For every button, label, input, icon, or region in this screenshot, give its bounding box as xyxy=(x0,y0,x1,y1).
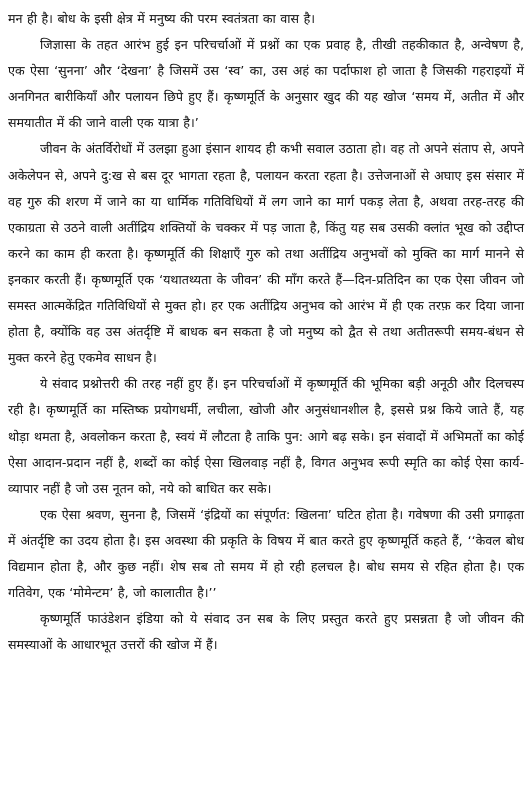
paragraph-5: एक ऐसा श्रवण, सुनना है, जिसमें ‘इंद्रियों का संपूर्णत: खिलना’ घटित होता है। गवेषणा की उसी प्रगाढ़ता में अंतर्दृष्टि का उदय होता है। इस अवस्था की प्रकृति के विषय में बात करते हुए कृष्णमूर्ति कहते हैं, ‘‘केवल बोध विद्यमान होता है, और कुछ नहीं। शेष सब तो समय में हो रही हलचल है। बोध समय से रहित होता है। एक गतिवेग, एक ‘मोमेन्टम’ है, जो कालातीत है।’’ xyxy=(8,506,524,601)
paragraph-4: ये संवाद प्रश्नोत्तरी की तरह नहीं हुए हैं। इन परिचर्चाओं में कृष्णमूर्ति की भूमिका बड़ी अनूठी और दिलचस्प रही है। कृष्णमूर्ति का मस्तिष्क प्रयोगधर्मी, लचीला, खोजी और अनुसंधानशील है, इससे प्रश्न किये जाते हैं, यह थोड़ा थमता है, अवलोकन करता है, स्वयं में लौटता है ताकि पुन: आगे बढ़ सके। इन संवादों में अभिमतों का कोई ऐसा आदान-प्रदान नहीं है, शब्दों का कोई ऐसा खिलवाड़ नहीं है, विगत अनुभव रूपी स्मृति का कोई ऐसा कार्य-व्यापार नहीं है जो उस नूतन को, नये को बाधित कर सके। xyxy=(8,376,524,496)
paragraph-1: मन ही है। बोध के इसी क्षेत्र में मनुष्य की परम स्वतंत्रता का वास है। xyxy=(8,11,316,26)
paragraph-2: जिज्ञासा के तहत आरंभ हुई इन परिचर्चाओं में प्रश्नों का एक प्रवाह है, तीखी तहकीकात है, अन्वेषण है, एक ऐसा ‘सुनना’ और ‘देखना’ है जिसमें उस ‘स्व’ का, उस अहं का पर्दाफाश हो जाता है जिसकी गहराइयों में अनगिनत बारीकियाँ और पलायन छिपे हुए हैं। कृष्णमूर्ति के अनुसार खुद की यह खोज ‘समय में, अतीत में और समयातीत में की जाने वाली एक यात्रा है।’ xyxy=(8,37,524,131)
paragraph-6: कृष्णमूर्ति फाउंडेशन इंडिया को ये संवाद उन सब के लिए प्रस्तुत करते हुए प्रसन्नता है जो जीवन की समस्याओं के आधारभूत उत्तरों की खोज में हैं। xyxy=(8,611,524,653)
book-page xyxy=(8,6,524,658)
paragraph-3: जीवन के अंतर्विरोधों में उलझा हुआ इंसान शायद ही कभी सवाल उठाता हो। वह तो अपने संताप से, अपने अकेलेपन से, अपने दु:ख से बस दूर भागता रहता है, पलायन करता रहता है। उत्तेजनाओं से अघाए इस संसार में वह गुरु की शरण में जाने का या धार्मिक गतिविधियों में लग जाने का मार्ग पकड़ लेता है, अथवा तरह-तरह की एकाग्रता से उठने वाली अतींद्रिय शक्तियों के चक्कर में पड़ जाता है, किंतु यह सब उसकी क्लांत भूख को उद्दीप्त करने का काम ही करता है। कृष्णमूर्ति की शिक्षाएँ गुरु को तथा अतींद्रिय अनुभवों को मुक्ति का मार्ग मानने से इनकार करती हैं। कृष्णमूर्ति एक ‘यथातथ्यता के जीवन’ की माँग करते हैं—दिन-प्रतिदिन का एक ऐसा जीवन जो समस्त आत्मकेंद्रित गतिविधियों से मुक्त हो। हर एक अतींद्रिय अनुभव को आरंभ में ही एक तरफ़ कर दिया जाना होता है, क्योंकि वह उस अंतर्दृष्टि में बाधक बन सकता है जो मनुष्य को द्वैत से तथा अतीतरूपी समय-बंधन से मुक्त करने हेतु एकमेव साधन है। xyxy=(8,141,524,366)
